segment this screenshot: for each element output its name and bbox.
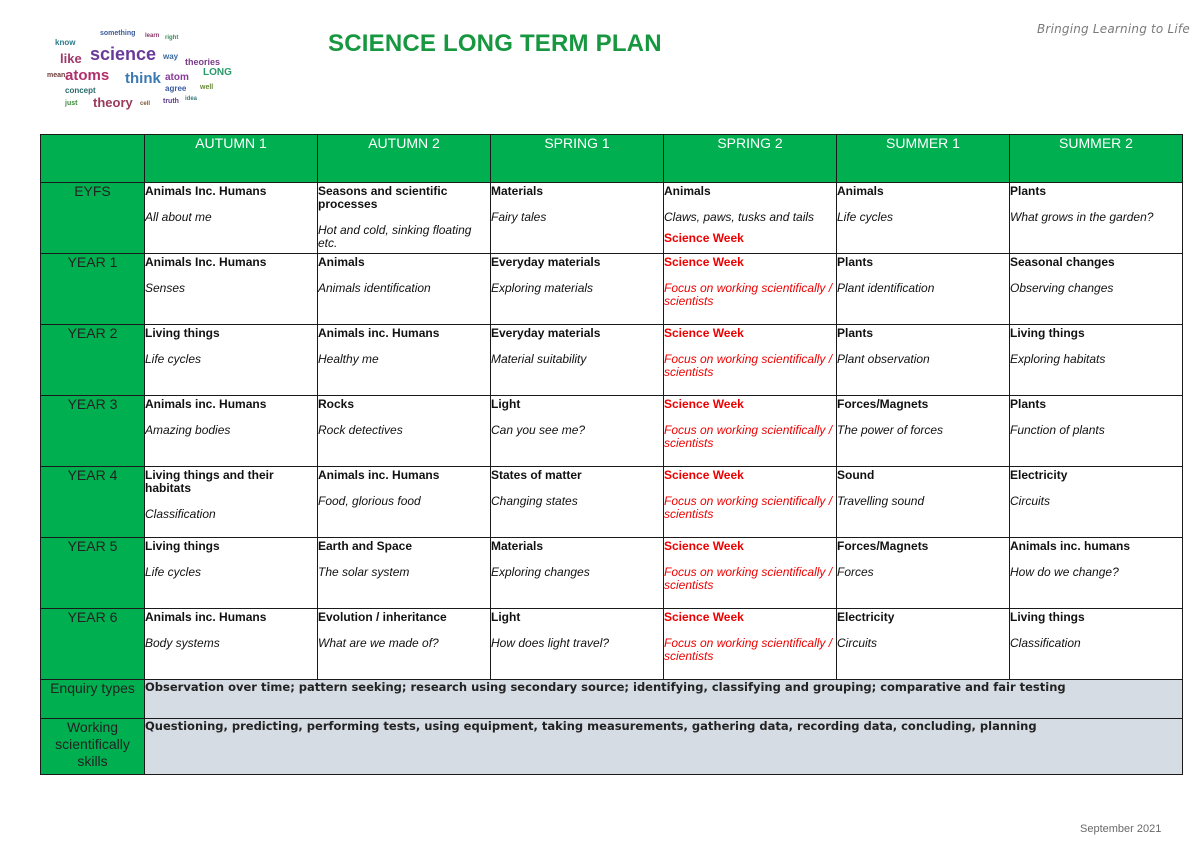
- plan-cell: [318, 609, 491, 680]
- science-wordcloud-logo: [45, 25, 235, 120]
- tagline: Bringing Learning to Life: [1037, 22, 1190, 36]
- topic-subtitle: Hot and cold, sinking floating etc.: [318, 223, 472, 250]
- topic-subtitle: Classification: [1010, 636, 1081, 650]
- plan-cell: [145, 183, 318, 254]
- topic-title: Science Week: [664, 539, 744, 553]
- plan-cell: [1010, 183, 1183, 254]
- topic-title: Animals inc. Humans: [318, 468, 440, 482]
- plan-cell: [491, 609, 664, 680]
- column-header: SUMMER 1: [837, 135, 1010, 183]
- topic-subtitle: Animals identification: [318, 281, 431, 295]
- topic-title: Forces/Magnets: [837, 539, 929, 553]
- row-label: YEAR 4: [41, 467, 145, 538]
- svg-text:LONG: LONG: [203, 67, 232, 78]
- plan-cell: [145, 396, 318, 467]
- topic-subtitle: The power of forces: [837, 423, 944, 437]
- topic-title: Sound: [837, 468, 875, 482]
- plan-cell: [1010, 325, 1183, 396]
- plan-cell: [145, 609, 318, 680]
- row-label: YEAR 6: [41, 609, 145, 680]
- footer-date: September 2021: [1080, 823, 1162, 835]
- topic-subtitle: Senses: [145, 281, 186, 295]
- svg-text:mean: mean: [47, 72, 66, 79]
- row-label: YEAR 1: [41, 254, 145, 325]
- enquiry-types-row: [41, 680, 1183, 719]
- topic-title: Animals Inc. Humans: [145, 255, 267, 269]
- plan-cell: [1010, 609, 1183, 680]
- topic-subtitle: Exploring habitats: [1010, 352, 1106, 366]
- topic-title: Plants: [1010, 397, 1047, 411]
- topic-subtitle: Focus on working scientifically / scientists: [664, 281, 833, 308]
- topic-subtitle: Circuits: [837, 636, 878, 650]
- plan-cell: [145, 254, 318, 325]
- topic-title: Light: [491, 610, 521, 624]
- row-label: YEAR 2: [41, 325, 145, 396]
- plan-cell: [145, 325, 318, 396]
- topic-title: Evolution / inheritance: [318, 610, 447, 624]
- topic-title: Living things: [145, 326, 220, 340]
- svg-text:right: right: [165, 35, 179, 41]
- svg-text:atom: atom: [165, 72, 189, 83]
- plan-cell: [145, 538, 318, 609]
- topic-subtitle: All about me: [145, 210, 212, 224]
- plan-cell: [491, 467, 664, 538]
- topic-title: Animals: [664, 184, 711, 198]
- plan-cell: [318, 538, 491, 609]
- plan-cell: [837, 183, 1010, 254]
- topic-title: Plants: [837, 255, 874, 269]
- topic-subtitle: Fairy tales: [491, 210, 547, 224]
- topic-title: Science Week: [664, 326, 744, 340]
- topic-subtitle: Plant identification: [837, 281, 935, 295]
- topic-subtitle: Body systems: [145, 636, 220, 650]
- topic-title: Seasons and scientific processes: [318, 184, 448, 211]
- year-row: [41, 467, 1183, 538]
- topic-subtitle: Life cycles: [837, 210, 894, 224]
- topic-subtitle: What grows in the garden?: [1010, 210, 1154, 224]
- topic-title: Everyday materials: [491, 255, 601, 269]
- svg-text:learn: learn: [145, 33, 160, 39]
- svg-text:theory: theory: [93, 95, 133, 110]
- topic-subtitle: How does light travel?: [491, 636, 610, 650]
- topic-subtitle: Exploring materials: [491, 281, 594, 295]
- plan-cell: [145, 467, 318, 538]
- topic-subtitle: Rock detectives: [318, 423, 403, 437]
- topic-subtitle: Forces: [837, 565, 874, 579]
- topic-title: Animals: [318, 255, 365, 269]
- topic-title: Animals inc. Humans: [145, 397, 267, 411]
- topic-title: Materials: [491, 184, 544, 198]
- topic-title: Seasonal changes: [1010, 255, 1115, 269]
- svg-text:truth: truth: [163, 98, 179, 105]
- topic-subtitle: Focus on working scientifically / scientists: [664, 636, 833, 663]
- topic-title: Earth and Space: [318, 539, 413, 553]
- plan-cell: [664, 396, 837, 467]
- svg-text:think: think: [125, 70, 161, 87]
- column-header: SPRING 2: [664, 135, 837, 183]
- topic-title: Animals inc. Humans: [145, 610, 267, 624]
- topic-subtitle: Life cycles: [145, 565, 202, 579]
- svg-text:agree: agree: [165, 84, 187, 93]
- plan-cell: [664, 467, 837, 538]
- header-row: [41, 135, 1183, 183]
- svg-text:idea: idea: [185, 96, 198, 102]
- topic-title: Electricity: [1010, 468, 1068, 482]
- topic-title: Electricity: [837, 610, 895, 624]
- row-label: YEAR 3: [41, 396, 145, 467]
- svg-text:know: know: [55, 38, 76, 47]
- plan-cell: [1010, 254, 1183, 325]
- topic-title: Science Week: [664, 255, 744, 269]
- svg-text:cell: cell: [140, 101, 151, 107]
- svg-text:atoms: atoms: [65, 67, 110, 84]
- column-header: AUTUMN 1: [145, 135, 318, 183]
- topic-subtitle: Material suitability: [491, 352, 587, 366]
- topic-subtitle: Plant observation: [837, 352, 930, 366]
- topic-subtitle: Claws, paws, tusks and tails: [664, 210, 815, 224]
- topic-title: Everyday materials: [491, 326, 601, 340]
- svg-text:theories: theories: [185, 57, 221, 67]
- science-week-note: Science Week: [664, 231, 744, 245]
- topic-subtitle: Life cycles: [145, 352, 202, 366]
- topic-title: Living things: [145, 539, 220, 553]
- topic-title: Living things: [1010, 610, 1085, 624]
- plan-cell: [318, 325, 491, 396]
- topic-title: Living things and their habitats: [145, 468, 274, 495]
- topic-title: Materials: [491, 539, 544, 553]
- plan-cell: [318, 467, 491, 538]
- plan-cell: [664, 254, 837, 325]
- long-term-plan-table: [40, 134, 1183, 775]
- plan-cell: [491, 325, 664, 396]
- topic-title: Rocks: [318, 397, 355, 411]
- working-scientifically-label: Working scientifically skills: [41, 719, 145, 775]
- corner-cell: [41, 135, 145, 183]
- topic-title: Plants: [1010, 184, 1047, 198]
- plan-cell: [664, 609, 837, 680]
- plan-cell: [491, 254, 664, 325]
- topic-title: Science Week: [664, 610, 744, 624]
- row-label: YEAR 5: [41, 538, 145, 609]
- topic-subtitle: How do we change?: [1010, 565, 1119, 579]
- year-row: [41, 538, 1183, 609]
- topic-subtitle: Focus on working scientifically / scientists: [664, 494, 833, 521]
- year-row: [41, 325, 1183, 396]
- plan-cell: [837, 609, 1010, 680]
- topic-title: Animals Inc. Humans: [145, 184, 267, 198]
- svg-text:something: something: [100, 30, 136, 37]
- page-title: SCIENCE LONG TERM PLAN: [328, 30, 662, 57]
- working-scientifically-text: Questioning, predicting, performing tests, using equipment, taking measurements, gathering data, recording data, concluding, planning: [145, 719, 1183, 775]
- topic-subtitle: Function of plants: [1010, 423, 1105, 437]
- topic-subtitle: Focus on working scientifically / scientists: [664, 565, 833, 592]
- topic-subtitle: Can you see me?: [491, 423, 586, 437]
- plan-cell: [491, 183, 664, 254]
- topic-subtitle: The solar system: [318, 565, 410, 579]
- plan-cell: [837, 396, 1010, 467]
- plan-cell: [1010, 538, 1183, 609]
- year-row: [41, 396, 1183, 467]
- svg-text:way: way: [163, 52, 179, 61]
- plan-cell: [837, 467, 1010, 538]
- topic-title: Science Week: [664, 397, 744, 411]
- topic-subtitle: Classification: [145, 507, 216, 521]
- plan-cell: [318, 396, 491, 467]
- year-row: [41, 609, 1183, 680]
- topic-subtitle: Healthy me: [318, 352, 379, 366]
- plan-cell: [1010, 396, 1183, 467]
- svg-text:concept: concept: [65, 86, 96, 95]
- plan-cell: [664, 325, 837, 396]
- topic-subtitle: Focus on working scientifically / scientists: [664, 352, 833, 379]
- year-row: [41, 254, 1183, 325]
- plan-cell: [491, 538, 664, 609]
- svg-text:like: like: [60, 51, 82, 66]
- topic-title: States of matter: [491, 468, 582, 482]
- topic-subtitle: Focus on working scientifically / scientists: [664, 423, 833, 450]
- topic-title: Animals: [837, 184, 884, 198]
- svg-text:just: just: [65, 100, 78, 107]
- year-row: [41, 183, 1183, 254]
- topic-subtitle: What are we made of?: [318, 636, 439, 650]
- column-header: SPRING 1: [491, 135, 664, 183]
- column-header: AUTUMN 2: [318, 135, 491, 183]
- plan-cell: [318, 254, 491, 325]
- plan-cell: [837, 254, 1010, 325]
- topic-subtitle: Travelling sound: [837, 494, 925, 508]
- topic-title: Living things: [1010, 326, 1085, 340]
- topic-subtitle: Changing states: [491, 494, 578, 508]
- plan-cell: [664, 538, 837, 609]
- svg-text:well: well: [200, 84, 214, 91]
- enquiry-types-text: Observation over time; pattern seeking; research using secondary source; identifying, classifying and grouping; comparative and fair testing: [145, 680, 1183, 719]
- plan-cell: [1010, 467, 1183, 538]
- topic-subtitle: Amazing bodies: [145, 423, 231, 437]
- plan-cell: [837, 325, 1010, 396]
- row-label: EYFS: [41, 183, 145, 254]
- topic-title: Animals inc. humans: [1010, 539, 1131, 553]
- topic-subtitle: Circuits: [1010, 494, 1051, 508]
- topic-title: Light: [491, 397, 521, 411]
- topic-title: Animals inc. Humans: [318, 326, 440, 340]
- topic-subtitle: Observing changes: [1010, 281, 1114, 295]
- topic-title: Plants: [837, 326, 874, 340]
- plan-cell: [318, 183, 491, 254]
- topic-title: Forces/Magnets: [837, 397, 929, 411]
- topic-subtitle: Exploring changes: [491, 565, 590, 579]
- plan-cell: [664, 183, 837, 254]
- topic-title: Science Week: [664, 468, 744, 482]
- plan-cell: [491, 396, 664, 467]
- enquiry-types-label: Enquiry types: [41, 680, 145, 719]
- svg-text:science: science: [90, 44, 157, 64]
- working-scientifically-row: [41, 719, 1183, 775]
- column-header: SUMMER 2: [1010, 135, 1183, 183]
- plan-cell: [837, 538, 1010, 609]
- topic-subtitle: Food, glorious food: [318, 494, 421, 508]
